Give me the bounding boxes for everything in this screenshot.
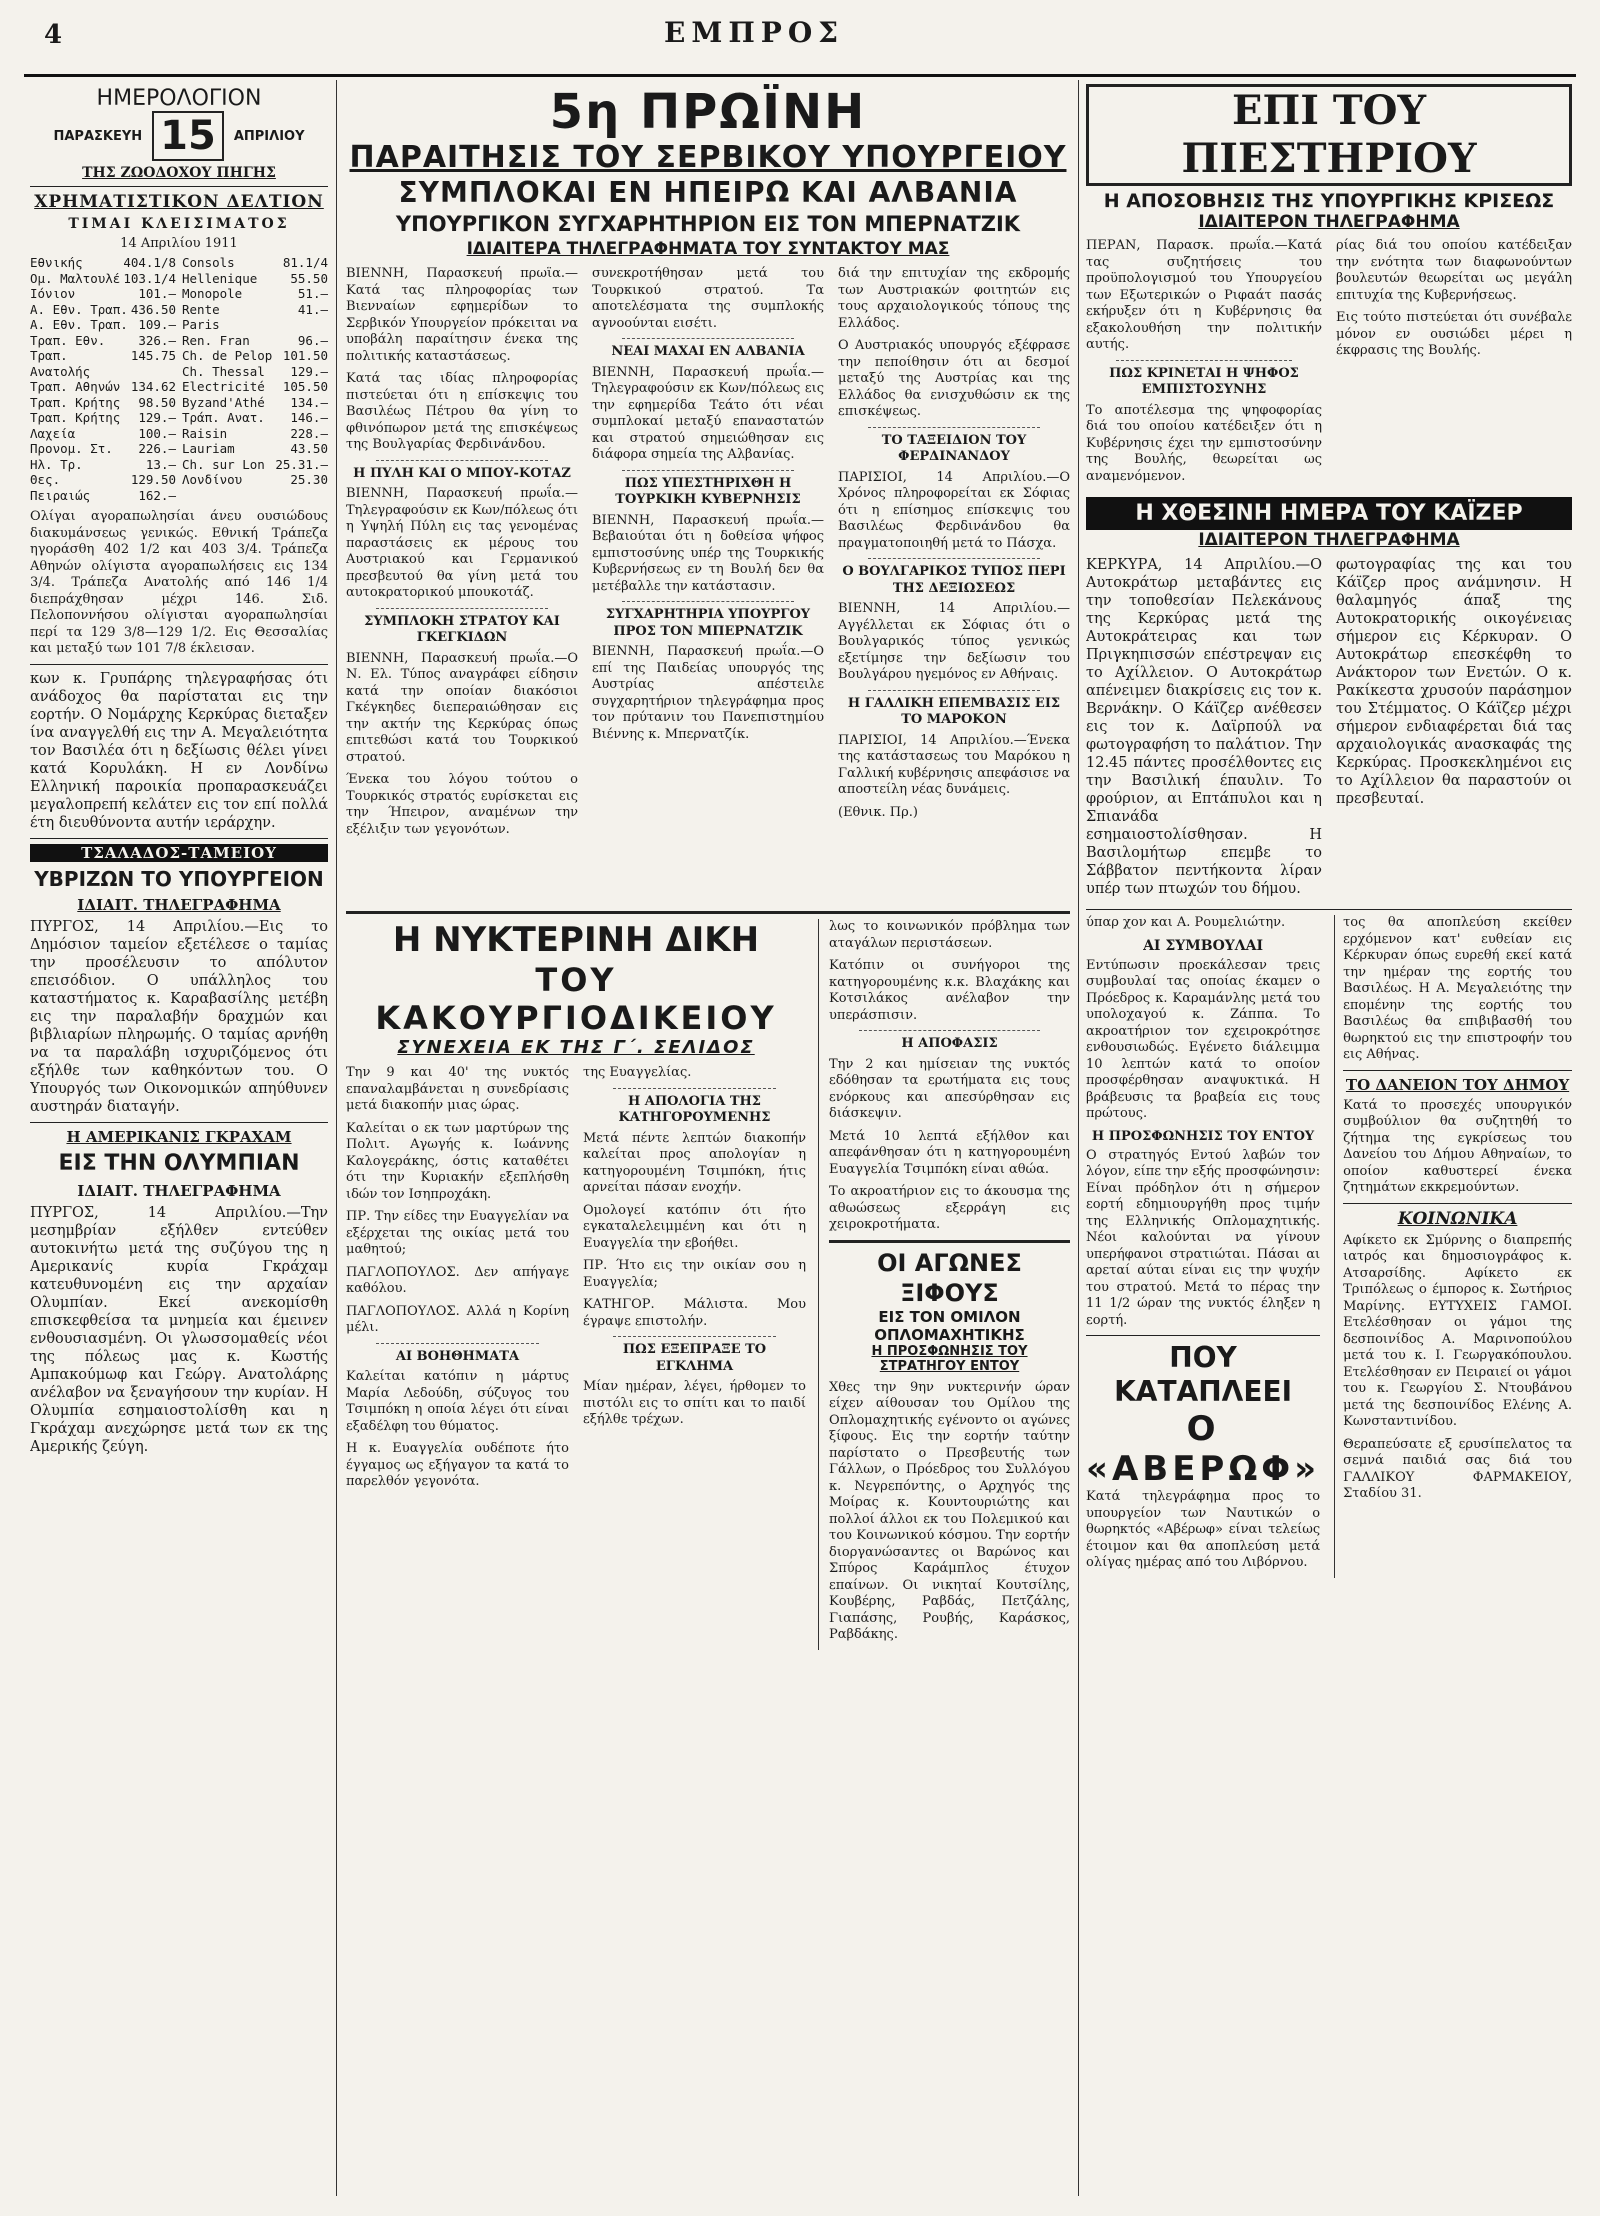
financial-security: Ch. Thessal [182,363,265,379]
financial-price: 105.50 [282,379,328,394]
financial-row [182,441,328,457]
telegrams-column-1 [346,266,578,906]
averof-ship-name: Ο «ΑΒΕΡΩΦ» [1086,1409,1321,1489]
crisis-subhead: ΙΔΙΑΙΤΕΡΟΝ ΤΗΛΕΓΡΑΦΗΜΑ [1198,212,1460,232]
divider [1086,909,1572,910]
financial-row [182,255,328,271]
article-paragraph: της Ευαγγελίας. [583,1065,692,1080]
article-paragraph: Την 2 και ημίσειαν της νυκτός εδόθησαν τα ερωτήματα εις τους ενόρκους και απεσύρθησαν εις διάσκεψιν. [829,1056,1070,1121]
left-column [30,84,328,2194]
article-paragraph: Καλείται κατόπιν η μάρτυς Μαρία Λεδούδη, σύζυγος του Τσιμπόκη η οποία λέγει ότι είναι εξαδέλφη του θύματος. [346,1369,569,1434]
article-paragraph: Κατά τας ιδίας πληροφορίας πιστεύεται ότι η επίσκεψις του Βασιλέως Πέτρου θα γίνη το φθινόπωρον μετά της επισκέψεως της Βουλγαρίας Φερδινάνδου. [346,371,578,452]
financial-security: Τραπ. Εθν. [30,332,106,348]
article-paragraph: Ο Αυστριακός υπουργός εξέφρασε την πεποίθησιν ότι αι δεσμοί μεταξύ της Αυστρίας και της Ελλάδος θα ενισχυθώσιν εκ της επισκέψεως. [838,338,1070,419]
financial-row [30,271,176,287]
entou-headline: Η ΠΡΟΣΦΩΝΗΣΙΣ ΤΟΥ ΕΝΤΟΥ [1091,1128,1315,1144]
financial-price: 129.50 [130,472,176,487]
article-paragraph: ΚΑΤΗΓΟΡ. Μάλιστα. Μου έγραψε επιστολήν. [583,1297,806,1329]
crisis-columns [1086,238,1572,491]
section-heading: Ο ΒΟΥΛΓΑΡΙΚΟΣ ΤΥΠΟΣ ΠΕΡΙ ΤΗΣ ΔΕΞΙΩΣΕΩΣ [842,564,1066,596]
ministry-headline: ΥΒΡΙΖΩΝ ΤΟ ΥΠΟΥΡΓΕΙΟΝ [34,866,324,891]
section-heading: Η ΑΠΟΛΟΓΙΑ ΤΗΣ ΚΑΤΗΓΟΡΟΥΜΕΝΗΣ [618,1093,771,1125]
divider [1343,1203,1572,1204]
financial-row [182,317,328,333]
symvoulai-headline: ΑΙ ΣΥΜΒΟΥΛΑΙ [1143,937,1264,954]
article-paragraph: Το ακροατήριον εις το άκουσμα της αθωώσεως εξερράγη εις χειροκροτήματα. [829,1184,1070,1232]
article-paragraph: Καλείται ο εκ των μαρτύρων της Πολιτ. Αγωγής κ. Ιωάννης Καλογεράκης, όστις καταθέτει ότι την Κυριακήν εξεπλήσθη ιδών τον Ισηπροχάκη. [346,1120,569,1202]
financial-security: Λονδίνου [182,472,243,487]
financial-security: Monopole [182,286,243,301]
financial-row [182,410,328,426]
article-paragraph: (Εθνικ. Πρ.) [838,804,918,820]
financial-table-left [30,255,176,503]
ministry-banner: ΤΣΑΛΑΔΟΣ-ΤΑΜΕΙΟΥ [30,844,328,862]
financial-price: 404.1/8 [123,255,176,270]
article-paragraph: ΠΡ. Την είδες την Ευαγγελίαν να εξέρχεται της οικίας μετά του μαθητού; [346,1209,569,1257]
crisis-column-1 [1086,238,1322,491]
loan-article: Κατά το προσεχές υπουργικόν συμβούλιον θα συζητηθή το ζήτημα της εγκρίσεως του Δανείου του Δήμου Αθηναίων, το οποίον καθυστερεί ένεκα ζητημάτων εκκρεμούντων. [1343,1097,1572,1195]
financial-row [30,488,176,504]
financial-bulletin-title: ΧΡΗΜΑΤΙΣΤΙΚΟΝ ΔΕΛΤΙΟΝ [34,192,324,212]
section-heading: ΠΩΣ ΥΠΕΣΤΗΡΙΧΘΗ Η ΤΟΥΡΚΙΚΗ ΚΥΒΕΡΝΗΣΙΣ [615,475,801,507]
entou-article: Ο στρατηγός Εντού λαβών τον λόγον, είπε την εξής προσφώνησιν: Είναι πρόδηλον ότι η σήμερον εορτή εδημιουργήθη προς τιμήν της Ελληνικής Οπλομαχητικής. Νέοι καλούνται να γίνουν υπερήφανοι στρατιώται. Πάσαι αι αρεταί αύται είναι εις την ψυχήν του στρατού. Μετά το πέρας την 11 1/2 ώραν της νυκτός έληξεν η εορτή. [1086,1147,1321,1328]
crisis-headline: Η ΑΠΟΣΟΒΗΣΙΣ ΤΗΣ ΥΠΟΥΡΓΙΚΗΣ ΚΡΙΣΕΩΣ [1103,190,1555,212]
middle-section [346,84,1070,2194]
section-heading: ΠΩΣ ΚΡΙΝΕΤΑΙ Η ΨΗΦΟΣ ΕΜΠΙΣΤΟΣΥΝΗΣ [1109,365,1299,397]
financial-security: Α. Εθν. Τραπ. [30,301,128,317]
section-heading: Η ΓΑΛΛΙΚΗ ΕΠΕΜΒΑΣΙΣ ΕΙΣ ΤΟ ΜΑΡΟΚΟΝ [847,695,1061,727]
lower-right-column-2 [1334,915,1572,1578]
section-heading: ΣΥΓΧΑΡΗΤΗΡΙΑ ΥΠΟΥΡΓΟΥ ΠΡΟΣ ΤΟΝ ΜΠΕΡΝΑΤΖΙΚ [605,607,811,639]
calendar-feast: ΤΗΣ ΖΩΟΔΟΧΟΥ ΠΗΓΗΣ [82,165,276,181]
article-paragraph: Μετά 10 λεπτά εξήλθον και απεφάνθησαν ότι η κατηγορουμένη Ευαγγελία Τσιμπόκη είναι αθώα. [829,1128,1070,1177]
section-heading: ΝΕΑΙ ΜΑΧΑΙ ΕΝ ΑΛΒΑΝΙΑ [611,344,805,359]
financial-row [30,333,176,349]
financial-row [30,348,176,379]
financial-security: Ren. Fran [182,332,250,348]
lower-right [1086,915,1572,1578]
pharmacy-ad: Θεραπεύσατε εξ ερυσίπελατος τα σεμνά παιδιά σας διά του ΓΑΛΛΙΚΟΥ ΦΑΡΜΑΚΕΙΟΥ, Σταδίου 31. [1343,1436,1572,1501]
fencing-subhead: ΕΙΣ ΤΟΝ ΟΜΙΛΟΝ ΟΠΛΟΜΑΧΗΤΙΚΗΣ [874,1307,1025,1344]
article-paragraph: ΒΙΕΝΝΗ, Παρασκευή πρωΐα.—Βεβαιούται ότι η δοθείσα ψήφος εμπιστοσύνης υπέρ της Τουρκικής Κυβερνήσεως εν τη Βουλή δεν θα μετέβαλλε την κατάστασιν. [592,512,824,594]
article-paragraph: λως το κοινωνικόν πρόβλημα των αταγάλων περιστάσεων. [829,919,1070,951]
divider [1086,1335,1320,1336]
calendar-number: 15 [152,111,224,161]
financial-row [182,333,328,349]
financial-row [30,472,176,488]
financial-security: Ch. sur Lon [182,456,265,472]
section-heading: Η ΑΠΟΦΑΣΙΣ [901,1036,998,1051]
financial-price: 146.— [290,410,328,425]
financial-security: Ομ. Μαλτουλέ [30,270,121,286]
congratulation-headline: ΥΠΟΥΡΓΙΚΟΝ ΣΥΓΧΑΡΗΤΗΡΙΟΝ ΕΙΣ ΤΟΝ ΜΠΕΡΝΑΤΖΙΚ [395,212,1021,236]
financial-price: 129.— [138,410,176,425]
financial-price: 101.50 [282,348,328,363]
article-paragraph: Ομολογεί κατόπιν ότι ήτο εγκαταλελειμμένη και ότι η Ευαγγελία την εβοήθει. [583,1202,806,1251]
article-paragraph: ΒΙΕΝΝΗ, 14 Απριλίου.—Αγγέλλεται εκ Σόφιας ότι ο Βουλγαρικός τύπος γενικώς εξετίμησε την δεξίωσιν του Βουλγάρου ηγεμόνος εν Αθήναις. [838,601,1070,682]
financial-price: 25.31.— [275,456,328,472]
article-paragraph: ΠΑΡΙΣΙΟΙ, 14 Απριλίου.—Ο Χρόνος πληροφορείται εκ Σόφιας ότι η επίσημος επίσκεψις του Βασιλέως Φερδινάνδου θα πραγματοποιηθή μετά το Πάσχα. [838,469,1070,551]
financial-security: Lauriam [182,441,235,456]
financial-security: Ηλ. Τρ. [30,456,83,472]
divider [346,911,1070,914]
divider [1343,1070,1572,1071]
news-paragraph: κων κ. Γρυπάρης τηλεγραφήσας ότι ανάδοχος θα παρίσταται εις την εορτήν. Ο Νομάρχης Κερκύρας διεταξεν ίνα αναγγελθή εις την Α. Μεγαλειότητα τον Βασιλέα ότι η δεξίωσις θέλει γίνει κατά Κορυλάκη. Η εν Λονδίνω Ελληνική παροικία προπαρασκευάζει μεγαλοπρεπή κελάτεν εις τον επί πολλά έτη διευθύνοντα αυτήν ιεράρχην. [30,670,328,831]
divider [30,186,328,187]
column-divider-2 [1078,80,1079,2196]
financial-security: Πειραιώς [30,487,91,503]
financial-price: 129.— [290,363,328,379]
trial-continuation: ΣΥΝΕΧΕΙΑ ΕΚ ΤΗΣ Γ΄. ΣΕΛΙΔΟΣ [397,1037,755,1058]
edition-headline: 5η ΠΡΩΪΝΗ [549,84,867,140]
article-paragraph: ΒΙΕΝΝΗ, Παρασκευή πρωΐα.—Τηλεγραφούσιν εκ Κων/πόλεως εις την εφημερίδα Τεάτο ότι νέαι συμπλοκαί μεταξύ επαναστατών και στρατού σημειώθησαν εις διάφορα σημεία της Αλβανίας. [592,364,824,462]
financial-security: Τραπ. Κρήτης [30,394,121,410]
social-headline: ΚΟΙΝΩΝΙΚΑ [1397,1208,1518,1229]
financial-table-right [182,255,328,503]
financial-security: Προνομ. Στ. [30,441,113,456]
financial-row [182,457,328,473]
right-section [1086,84,1572,2194]
calendar-day: ΠΑΡΑΣΚΕΥΗ [53,128,143,144]
graham-banner: Η ΑΜΕΡΙΚΑΝΙΣ ΓΚΡΑΧΑΜ [66,1127,292,1146]
financial-security: Rente [182,301,220,317]
averof-article: Κατά τηλεγράφημα προς το υπουργείον των Ναυτικών ο θωρηκτός «Αβέρωφ» είναι τελείως έτοιμον και θα αποπλεύση μετά ολίγας ημέρας από του Λιβόρνου. [1086,1489,1321,1570]
financial-row [30,379,176,395]
article-paragraph: ΠΑΓΛΟΠΟΥΛΟΣ. Δεν απήγαγε καθόλου. [346,1264,569,1296]
financial-security: Ch. de Pelop [182,348,273,363]
article-paragraph: Μετά πέντε λεπτών διακοπήν καλείται προς απολογίαν η κατηγορουμένη Τσιμπόκη, ήτις αρνείται πάσαν ενοχήν. [583,1130,806,1195]
header-rule [24,74,1576,77]
financial-price: 109.— [138,317,176,332]
financial-security: Ιόνιον [30,286,76,301]
press-headline: ΕΠΙ ΤΟΥ ΠΙΕΣΤΗΡΙΟΥ [1086,84,1572,186]
trial-headline: Η ΝΥΚΤΕΡΙΝΗ ΔΙΚΗ [392,920,760,960]
king-paragraph: τος θα αποπλεύση εκείθεν ερχόμενον κατ' ευθείαν εις Κέρκυραν όπως ευρεθή εκεί κατά την ημέραν της εορτής του Βασιλέως. Η Α. Μεγαλειότης την επομένην της εορτής του Βασιλέως θα επιβιβασθή του θωρηκτού εις την επιστροφήν του εις Αθήνας. [1343,915,1572,1062]
financial-price: 101.— [138,286,176,301]
financial-price: 25.30 [290,472,328,487]
page-number: 4 [44,20,63,50]
article-paragraph: Το αποτέλεσμα της ψηφοφορίας διά του οποίου κατέδειξεν ότι η Κυβέρνησις έχει την εμπιστοσύνην της Βουλής, θεωρείται ως αναμενόμενον. [1086,402,1322,484]
trial-column-3 [829,919,1070,1234]
calendar-title: ΗΜΕΡΟΛΟΓΙΟΝ [96,86,262,111]
article-paragraph: ΒΙΕΝΝΗ, Παρασκευή πρωΐα.—Τηλεγραφούσιν εκ Κων/πόλεως ότι η Υψηλή Πύλη εις τας γενομένας παραστάσεις εκ μέρους του Αυστριακού και Γερμανικού πρεσβευτού θα γίνη μετά του αυτοκρατορικού μπουκοτάζ. [346,486,578,600]
ministry-subhead: ΙΔΙΑΙΤ. ΤΗΛΕΓΡΑΦΗΜΑ [77,895,281,914]
article-paragraph: ΒΙΕΝΝΗ, Παρασκευή πρωΐα.—Ο επί της Παιδείας υπουργός της Αυστρίας απέστειλε συγχαρητήριον τηλεγράφημα προς τον πρύτανιν του Πανεπιστημίου Βιέννης κ. Μπερνατζίκ. [592,644,824,742]
kaiser-headline: Η ΧΘΕΣΙΝΗ ΗΜΕΡΑ ΤΟΥ ΚΑΪΖΕΡ [1086,497,1572,530]
financial-price: 134.62 [130,379,176,394]
financial-security: Α. Εθν. Τραπ. [30,317,128,332]
masthead-title: ΕΜΠΡΟΣ [664,16,845,49]
financial-security: Τραπ. Ανατολής [30,348,91,379]
financial-row [182,395,328,411]
fencing-article: Χθες την 9ην νυκτερινήν ώραν είχεν αίθουσαν του Ομίλου της Οπλομαχητικής εγένοντο οι αγώνες ξίφους. Εις την εορτήν ταύτην παρίστατο ο Πρεσβευτής των Γάλλων, ο Πρόεδρος του Συλλόγου κ. Νεγρεπόντης, ο Αρχηγός της Μοίρας κ. Κουντουριώτης και πολλοί άλλοι εκ του Πολεμικού και του Κοινωνικού κόσμου. Την εορτήν διοργανώσαντες οι Βαρώνος και Σπύρος Καράμπλος έτυχον επαίνων. Οι νικηταί Κουτσίλης, Κουβέρης, Ραβδάς, Πετζάλης, Γιαπάσης, Ρουβής, Καράσκος, Ραβδάκης. [829,1379,1070,1642]
column-divider-1 [336,80,337,2196]
financial-price: 100.— [138,425,176,441]
article-paragraph: ΠΑΡΙΣΙΟΙ, 14 Απριλίου.—Ένεκα της κατάστασεως του Μαρόκου η Γαλλική κυβέρνησις απεφάσισε να αποστείλη νέας δυνάμεις. [838,732,1070,797]
financial-price: 145.75 [130,348,176,363]
financial-row [30,441,176,457]
crisis-column-2 [1336,238,1572,491]
trial-columns [346,1065,806,1497]
averof-headline: ΠΟΥ ΚΑΤΑΠΛΕΕΙ [1114,1341,1293,1408]
article-paragraph: Κατόπιν οι συνήγοροι της κατηγορουμένης κ.κ. Βλαχάκης και Κοτσιλάκος ανέλαβον την υπεράσπισιν. [829,958,1070,1023]
lower-right-column-1 [1086,915,1320,1578]
fencing-headline: ΟΙ ΑΓΩΝΕΣ ΞΙΦΟΥΣ [877,1248,1022,1307]
divider [30,838,328,839]
section-heading: ΣΥΜΠΛΟΚΗ ΣΤΡΑΤΟΥ ΚΑΙ ΓΚΕΓΚΙΔΩΝ [364,613,560,645]
financial-price: 228.— [290,425,328,441]
kaiser-subhead: ΙΔΙΑΙΤΕΡΟΝ ΤΗΛΕΓΡΑΦΗΜΑ [1198,530,1460,550]
financial-row [30,457,176,473]
financial-price: 51.— [297,286,328,301]
symvoulai-article: Εντύπωσιν προεκάλεσαν τρεις συμβουλαί τας οποίας έκαμεν ο Πρόεδρος κ. Καραμάνλης μετά του υπολοχαγού κ. Ζάππα. Το ακροατήριον τον εχειροκρότησε ενθουσιωδώς. Εγένετο διάλειμμα 10 λεπτών κατά το οποίον προσφέρθησαν αναψυκτικά. Η βράβευσις τα βραβεία εις τους πρώτους. [1086,957,1321,1121]
section-heading: ΑΙ ΒΟΗΘΗΜΑΤΑ [395,1348,520,1364]
kaiser-columns [1086,556,1572,904]
financial-security: Hellenique [182,270,258,286]
financial-closing-prices: ΤΙΜΑΙ ΚΛΕΙΣΙΜΑΤΟΣ [68,216,290,232]
telegrams-column-3 [838,266,1070,906]
telegrams-columns [346,266,1070,906]
article-paragraph: Μίαν ημέραν, λέγει, ήρθομεν το πιστόλι εις το σπίτι και το παιδί εξήλθε τρέχων. [583,1379,806,1427]
financial-row [182,472,328,488]
calendar-date [30,111,328,161]
financial-price: 162.— [138,487,176,503]
financial-row [182,426,328,442]
financial-commentary: Ολίγαι αγοραπωλησίαι άνευ ουσιώδους διακυμάνσεως γενικώς. Εθνική Τράπεζα ηγοράσθη 402 1/2 και 403 3/4. Τράπεζα Αθηνών ολίγιστα αγοραπωλήσεις εις 134 3/4. Τράπεζα Ανατολής από 146 1/4 διεπράχθησαν μέχρι 146. Σιδ. Πελοποννήσου ολίγισται αγοραπωλησίαι περί τα 129 3/8—129 1/2. Εις Θεσσαλίας και μεταξύ των 101 7/8 έκλεισαν. [30,509,328,656]
telegrams-subhead: ΙΔΙΑΙΤΕΡΑ ΤΗΛΕΓΡΑΦΗΜΑΤΑ ΤΟΥ ΣΥΝΤΑΚΤΟΥ ΜΑΣ [466,239,950,259]
financial-row [30,255,176,271]
trial-headline-2: ΤΟΥ ΚΑΚΟΥΡΓΙΟΔΙΚΕΙΟΥ [375,961,777,1037]
article-paragraph: ρίας διά του οποίου κατέδειξαν την ενότητα των διαφωνούντων βουλευτών θεωρείται ως μεγάλη επιτυχία της Κυβερνήσεως. [1336,238,1572,303]
financial-row [182,364,328,380]
financial-row [30,410,176,426]
financial-price: 13.— [145,456,176,472]
financial-security: Raisin [182,425,228,441]
financial-row [30,302,176,318]
financial-security: Τραπ. Κρήτης [30,410,121,425]
article-paragraph: ΠΑΓΛΟΠΟΥΛΟΣ. Αλλά η Κορίνη μέλι. [346,1303,569,1335]
graham-headline: ΕΙΣ ΤΗΝ ΟΛΥΜΠΙΑΝ [58,1150,300,1176]
section-heading: ΠΩΣ ΕΞΕΠΡΑΞΕ ΤΟ ΕΓΚΛΗΜΑ [622,1342,767,1374]
trial-column-2 [583,1065,806,1497]
serbian-resignation-headline: ΠΑΡΑΙΤΗΣΙΣ ΤΟΥ ΣΕΡΒΙΚΟΥ ΥΠΟΥΡΓΕΙΟΥ [349,140,1067,175]
telegrams-column-2 [592,266,824,906]
financial-security: Byzand'Athé [182,394,265,410]
section-heading: Η ΠΥΛΗ ΚΑΙ Ο ΜΠΟΥ-ΚΟΤΑΖ [353,465,571,481]
trial-verdict-column [818,919,1070,1650]
graham-article: ΠΥΡΓΟΣ, 14 Απριλίου.—Την μεσημβρίαν εξήλθεν εντεύθεν αυτοκινήτω μετά της συζύγου της η Αμερικανίς κυρία Γκράχαμ κατευθυνομένη εις την αρχαίαν Ολυμπίαν. Εκεί ανεκομίσθη επισκεφθείσα τα μνημεία και έμεινεν ενθουσιασμένη. Οι γλωσσομαθείς νέοι της πόλεως μας κ. Κωστής Αμπακούμωφ και Γεώργ. Ανατολάρης ανέλαβον να ξεναγήσουν την κυρίαν. Η Ολυμπία εσημαιοστολίσθη και η Γκράχαμ ανεχώρησε μετά των εκ της Αμερικής ζεύγη. [30,1204,328,1455]
financial-price: 436.50 [130,301,176,317]
article-paragraph: ΠΡ. Ήτο εις την οικίαν σου η Ευαγγελία; [583,1258,806,1290]
fencing-subhead-2: Η ΠΡΟΣΦΩΝΗΣΙΣ ΤΟΥ ΣΤΡΑΤΗΓΟΥ ΕΝΤΟΥ [871,1343,1028,1374]
article-paragraph: ΠΕΡΑΝ, Παρασκ. πρωΐα.—Κατά τας συζητήσεις του προϋπολογισμού του Υπουργείου των Εξωτερικών ο Ριφαάτ πασάς εκήρυξεν ότι η Κυβέρνησις θα εξακολουθήση την πολιτικήν αυτής. [1086,238,1322,352]
financial-price: 226.— [138,441,176,456]
trial-column-1 [346,1065,569,1497]
kaiser-column-2: φωτογραφίας της και του Κάϊζερ προς ανάμνησιν. Η θαλαμηγός άπαξ της Αυτοκρατορικής οικογένειας σήμερον εις Κέρκυραν. Ο Αυτοκράτωρ επεσκέφθη το Ανάκτορον των Ενετών. Ο κ. Ρακίκεστα χρυσούν παράσημον του Στέμματος. Ο Κάϊζερ μέχρι σήμερον ενδιαφέρεται διά τας αρχαιολογικάς ανασκαφάς της Κερκύρας. Προσκεκλημένοι εις το Αχίλλειον θα παραστούν οι πρεσβευταί. [1336,557,1572,807]
financial-price: 134.— [290,394,328,410]
financial-row [182,271,328,287]
article-paragraph: διά την επιτυχίαν της εκδρομής των Αυστριακών φοιτητών εις τους αρχαιολογικούς τόπους της Ελλάδος. [838,266,1070,331]
article-paragraph: ΒΙΕΝΝΗ, Παρασκευή πρωΐα.—Κατά τας πληροφορίας των Βιενναίων εφημερίδων το Σερβικόν Υπουργείον πρόκειται να υποβάλη παραίτησιν ένεκα της πολιτικής καταστάσεως. [346,266,578,364]
article-paragraph: Την 9 και 40' της νυκτός επαναλαμβάνεται η συνεδρίασις μετά διακοπήν μιας ώρας. [346,1065,569,1113]
trial-article [346,919,806,1650]
section-heading: ΤΟ ΤΑΞΕΙΔΙΟΝ ΤΟΥ ΦΕΡΔΙΝΑΝΔΟΥ [881,432,1027,464]
financial-security: Λαχεία [30,425,76,441]
financial-price: 326.— [138,332,176,348]
graham-subhead: ΙΔΙΑΙΤ. ΤΗΛΕΓΡΑΦΗΜΑ [77,1181,281,1200]
article-paragraph: Εις τούτο πιστεύεται ότι συνέβαλε μόνον εν ουσιώδει μέρει η έκφρασις της Βουλής. [1336,310,1572,358]
epirus-headline: ΣΥΜΠΛΟΚΑΙ ΕΝ ΗΠΕΙΡΩ ΚΑΙ ΑΛΒΑΝΙΑ [398,176,1018,209]
financial-price: 96.— [297,332,328,348]
calendar-month: ΑΠΡΙΛΙΟΥ [233,128,305,144]
financial-price: 55.50 [290,270,328,286]
page-header [24,2,1576,82]
financial-price: 43.50 [290,441,328,456]
financial-price: 81.1/4 [282,255,328,270]
financial-security: Τράπ. Ανατ. [182,410,265,425]
financial-table [30,255,328,503]
financial-row [182,348,328,364]
financial-date: 14 Απριλίου 1911 [120,236,238,251]
financial-security: Τραπ. Αθηνών [30,379,121,394]
financial-security: Θες. [30,472,61,487]
social-article: Αφίκετο εκ Σμύρνης ο διαπρεπής ιατρός και δημοσιογράφος κ. Ατσαρσίδης. Αφίκετο εκ Τριπόλεως ο έμπορος κ. Σωτήριος Μαρίνης. ΕΥΤΥΧΕΙΣ ΓΑΜΟΙ. Ετελέσθησαν οι γάμοι της δεσποινίδος Α. Μαρινοπούλου μετά του κ. Ι. Γεωργακόπουλου. Ετελέσθησαν εν Πειραιεί οι γάμοι του κ. Γεωργίου Σ. Ντουβάνου μετά της δεσποινίδος Ελένης Α. Κωνσταντινίδου. [1343,1232,1572,1429]
lower-middle [346,919,1070,1650]
misc-paragraph: ύπαρ χον και Α. Ρουμελιώτην. [1086,915,1286,930]
loan-headline: ΤΟ ΔΑΝΕΙΟΝ ΤΟΥ ΔΗΜΟΥ [1345,1075,1570,1094]
financial-row [30,426,176,442]
article-paragraph: ΒΙΕΝΝΗ, Παρασκευή πρωΐα.—Ο Ν. Ελ. Τύπος αναγράφει είδησιν κατά την οποίαν διακόσιοι Γκέγκηδες διεπεραιώθησαν εις την ακτήν της Κερκύρας όπως επιτεθώσι κατά του Τουρκικού στρατού. [346,650,578,765]
financial-security: Consols [182,255,235,270]
divider [30,1122,328,1123]
financial-price: 103.1/4 [123,270,176,286]
financial-row [182,302,328,318]
article-paragraph: Η κ. Ευαγγελία ουδέποτε ήτο έγγαμος ως εξήγαγον τα κατά το παρελθόν γεγονότα. [346,1441,569,1489]
financial-security: Paris [182,317,220,332]
financial-row [182,379,328,395]
financial-row [30,317,176,333]
financial-security: Εθνικής [30,255,83,270]
article-paragraph: Ένεκα του λόγου τούτου ο Τουρκικός στρατός ευρίσκεται εις την Ήπειρον, αναμένων την εξέλιξιν των γεγονότων. [346,772,578,837]
financial-row [182,286,328,302]
financial-row [30,395,176,411]
financial-security: Electricité [182,379,265,394]
kaiser-column-1: ΚΕΡΚΥΡΑ, 14 Απριλίου.—Ο Αυτοκράτωρ μεταβάντες εις την τοποθεσίαν Πελεκάνους της Κερκύρας μετά της Αυτοκράτειρας και των Πριγκηπισσών επέστρεψαν εις το Αχίλλειον. Ο Αυτοκράτωρ απένειμεν διακρίσεις εις τον κ. Βερνάκην. Ο Κάϊζερ ανέθεσεν εις τον κ. Δαϊρπούλ να φωτογραφήση το παλάτιον. Την 12.45 πάντες προσέλθοντες εις την Βασιλική έπαυλιν. Το φρούριον, αι Επτάπυλοι και η Σπιανάδα εσημαιοστολίσθησαν. Η Βασιλομήτωρ επεμβε το Σάββατον πεντήκοντα λίραν υπέρ των πτωχών του δήμου. [1086,557,1322,897]
financial-price: 41.— [297,301,328,317]
financial-row [30,286,176,302]
article-paragraph: συνεκροτήθησαν μετά του Τουρκικού στρατού. Τα αποτελέσματα της συμπλοκής αγνοούνται εισέτι. [592,266,824,331]
financial-price: 98.50 [138,394,176,410]
ministry-article: ΠΥΡΓΟΣ, 14 Απριλίου.—Εις το Δημόσιον ταμείον εξετέλεσε ο ταμίας την προσέλευσιν το απόλυτον επεισόδιον. Ο υπάλληλος του καταστήματος κ. Καραβασίλης μετέβη εις την παραλαβήν δραχμών και βιβλιαρίων πληρωμής. Ο ταμίας αρνήθη να τα παραλάβη ισχυριζόμενος ότι εξήλθε των καθηκόντων του. Ο Υπουργός των Οικονομικών απηύθυνεν αυστηράν διαταγήν. [30,918,328,1115]
divider [30,664,328,665]
divider [829,1240,1070,1243]
